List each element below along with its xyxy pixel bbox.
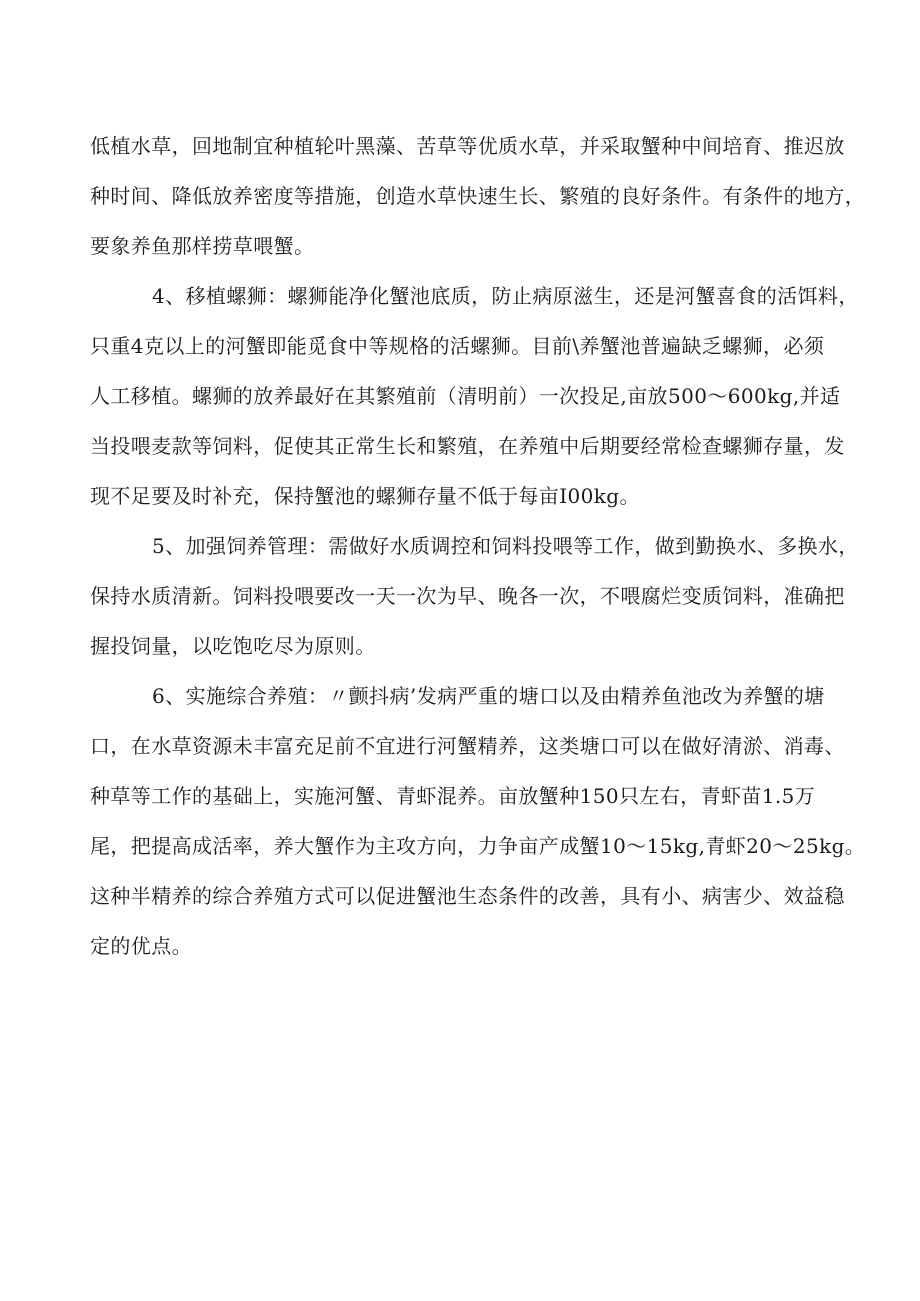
paragraph-1-line-1: 低植水草，回地制宜种植轮叶黑藻、苦草等优质水草，并采取蟹种中间培育、推迟放 <box>90 134 845 158</box>
paragraph-1-line-2: 种时间、降低放养密度等措施，创造水草快速生长、繁殖的良好条件。有条件的地方， <box>90 184 866 208</box>
paragraph-4-line-5: 这种半精养的综合养殖方式可以促进蟹池生态条件的改善，具有小、病害少、效益稳 <box>90 884 845 908</box>
paragraph-1-line-3: 要象养鱼那样捞草喂蟹。 <box>90 234 315 258</box>
paragraph-2-line-5: 现不足要及时补充，保持蟹池的螺狮存量不低于每亩I00kg。 <box>90 484 640 508</box>
paragraph-4-line-3: 种草等工作的基础上，实施河蟹、青虾混养。亩放蟹种150只左右，青虾苗1.5万 <box>90 784 816 808</box>
paragraph-4-line-2: 口，在水草资源未丰富充足前不宜进行河蟹精养，这类塘口可以在做好清淤、消毒、 <box>90 734 845 758</box>
paragraph-2-line-1: 4、移植螺狮：螺狮能净化蟹池底质，防止病原滋生，还是河蟹喜食的活饵料， <box>152 284 859 308</box>
paragraph-2-line-3: 人工移植。螺狮的放养最好在其繁殖前（清明前）一次投足,亩放500〜600kg,并适 <box>90 384 841 408</box>
paragraph-3-line-3: 握投饲量，以吃饱吃尽为原则。 <box>90 634 376 658</box>
paragraph-2-line-2: 只重4克以上的河蟹即能觅食中等规格的活螺狮。目前\养蟹池普遍缺乏螺狮，必须 <box>90 334 825 358</box>
paragraph-3-line-2: 保持水质清新。饲料投喂要改一天一次为早、晚各一次，不喂腐烂变质饲料，准确把 <box>90 584 845 608</box>
paragraph-4-line-4: 尾，把提高成活率，养大蟹作为主攻方向，力争亩产成蟹10〜15kg,青虾20〜25kg。 <box>90 834 866 858</box>
paragraph-2-line-4: 当投喂麦款等饲料，促使其正常生长和繁殖，在养殖中后期要经常检查螺狮存量，发 <box>90 434 845 458</box>
paragraph-3-line-1: 5、加强饲养管理：需做好水质调控和饲料投喂等工作，做到勤换水、多换水， <box>152 534 859 558</box>
paragraph-4-line-1: 6、实施综合养殖：〃颤抖病’发病严重的塘口以及由精养鱼池改为养蟹的塘 <box>152 684 825 708</box>
paragraph-4-line-6: 定的优点。 <box>90 934 192 958</box>
